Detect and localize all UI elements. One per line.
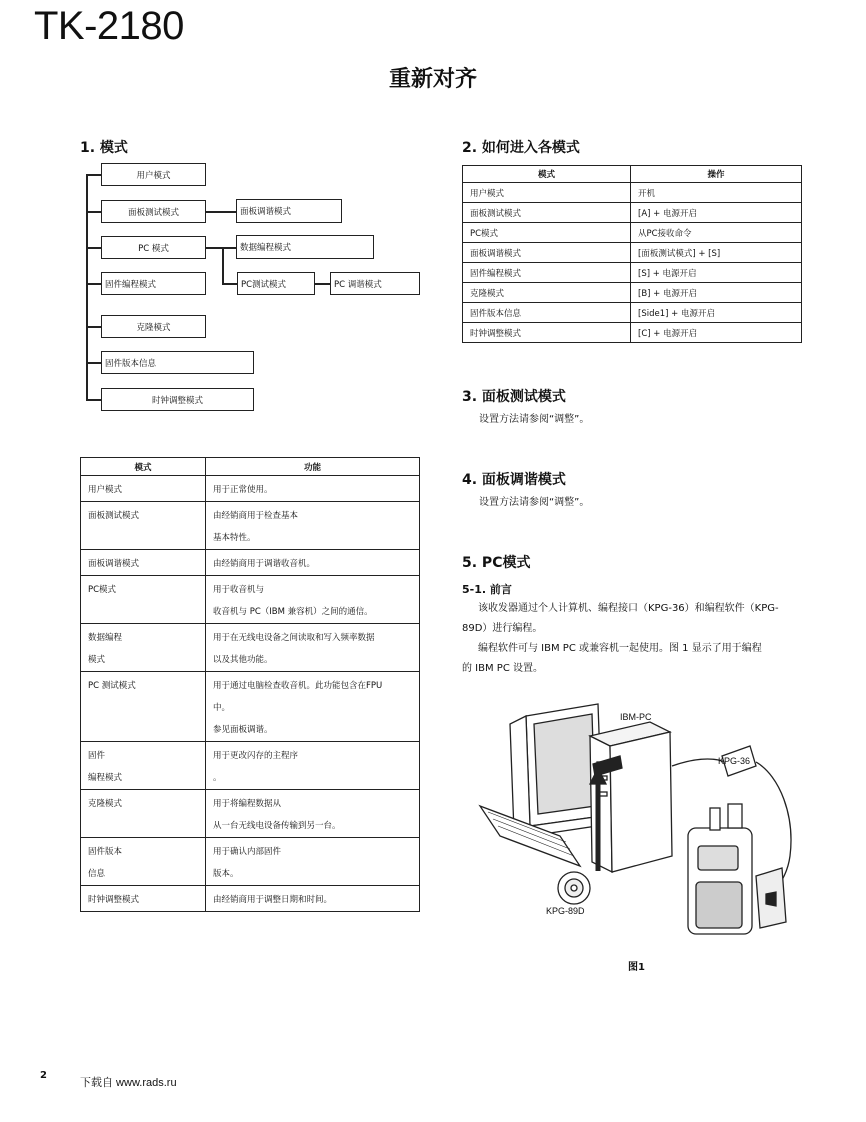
page-title: 重新对齐: [388, 67, 477, 92]
section-5-paragraph-2: 编程软件可与 IBM PC 或兼容机一起使用。图 1 显示了用于编程 的 IBM PC 设置。: [462, 643, 762, 674]
table-row: 用户模式 用于正常使用。: [81, 476, 420, 502]
table-row: 克隆模式 [B] + 电源开启: [463, 283, 802, 303]
diagram-firmware-info: 固件版本信息: [101, 351, 254, 374]
table-row: 用户模式 开机: [463, 183, 802, 203]
section-2-heading: 2. 如何进入各模式: [462, 140, 580, 156]
table-row: 面板调谐模式 由经销商用于调谐收音机。: [81, 550, 420, 576]
label-kpg-36: KPG-36: [718, 756, 751, 766]
page-number: 2: [40, 1070, 47, 1081]
table-row: PC 测试模式 用于通过电脑检查收音机。此功能包含在FPU 中。 参见面板调谐。: [81, 672, 420, 742]
section-3-heading: 3. 面板测试模式: [462, 389, 566, 405]
figure-1-illustration: [460, 696, 800, 946]
table-row: 时钟调整模式 [C] + 电源开启: [463, 323, 802, 343]
section-5-heading: 5. PC模式: [462, 555, 531, 571]
table-row: 面板测试模式 由经销商用于检查基本 基本特性。: [81, 502, 420, 550]
figure-caption: 图1: [628, 962, 645, 973]
table-row: 时钟调整模式 由经销商用于调整日期和时间。: [81, 886, 420, 912]
section-1-heading: 1. 模式: [80, 140, 128, 156]
section-4-heading: 4. 面板调谐模式: [462, 472, 566, 488]
label-kpg-89d: KPG-89D: [546, 906, 585, 916]
diagram-clone: 克隆模式: [101, 315, 206, 338]
label-ibm-pc: IBM-PC: [620, 712, 652, 722]
t1-header-function: 功能: [206, 458, 420, 476]
diagram-pc-tune: PC 调谐模式: [330, 272, 420, 295]
section-3-text: 设置方法请参阅“调整”。: [479, 414, 590, 425]
section-4-text: 设置方法请参阅“调整”。: [479, 497, 590, 508]
table-row: 面板调谐模式 [面板测试模式] + [S]: [463, 243, 802, 263]
table-row: 固件版本 信息 用于确认内部固件 版本。: [81, 838, 420, 886]
diagram-data-prog: 数据编程模式: [236, 235, 374, 259]
table-row: 固件 编程模式 用于更改闪存的主程序 。: [81, 742, 420, 790]
diagram-pc-mode: PC 模式: [101, 236, 206, 259]
section-5-paragraph-1: 该收发器通过个人计算机、编程接口（KPG-36）和编程软件（KPG- 89D）进行编程。: [462, 603, 779, 634]
mode-function-table: [80, 457, 420, 912]
table-row: 固件编程模式 [S] + 电源开启: [463, 263, 802, 283]
table-row: 数据编程 模式 用于在无线电设备之间读取和写入频率数据 以及其他功能。: [81, 624, 420, 672]
t2-header-mode: 模式: [463, 166, 631, 183]
diagram-pc-test: PC测试模式: [237, 272, 315, 295]
diagram-panel-tune: 面板调谐模式: [236, 199, 342, 223]
download-source: 下载自 www.rads.ru: [80, 1077, 177, 1089]
table-row: PC模式 从PC接收命令: [463, 223, 802, 243]
table-row: PC模式 用于收音机与 收音机与 PC（IBM 兼容机）之间的通信。: [81, 576, 420, 624]
t2-header-operation: 操作: [631, 166, 802, 183]
computer-tower-icon: [610, 732, 672, 872]
diagram-panel-test: 面板测试模式: [101, 200, 206, 223]
diagram-clock: 时钟调整模式: [101, 388, 254, 411]
table-row: 面板测试模式 [A] + 电源开启: [463, 203, 802, 223]
diagram-firmware-prog: 固件编程模式: [101, 272, 206, 295]
section-5-1-heading: 5-1. 前言: [462, 583, 512, 596]
table-row: 克隆模式 用于将编程数据从 从一台无线电设备传输到另一台。: [81, 790, 420, 838]
model-number: TK-2180: [34, 4, 184, 48]
t1-header-mode: 模式: [81, 458, 206, 476]
table-row: 固件版本信息 [Side1] + 电源开启: [463, 303, 802, 323]
mode-entry-table: [462, 165, 802, 343]
diagram-user-mode: 用户模式: [101, 163, 206, 186]
